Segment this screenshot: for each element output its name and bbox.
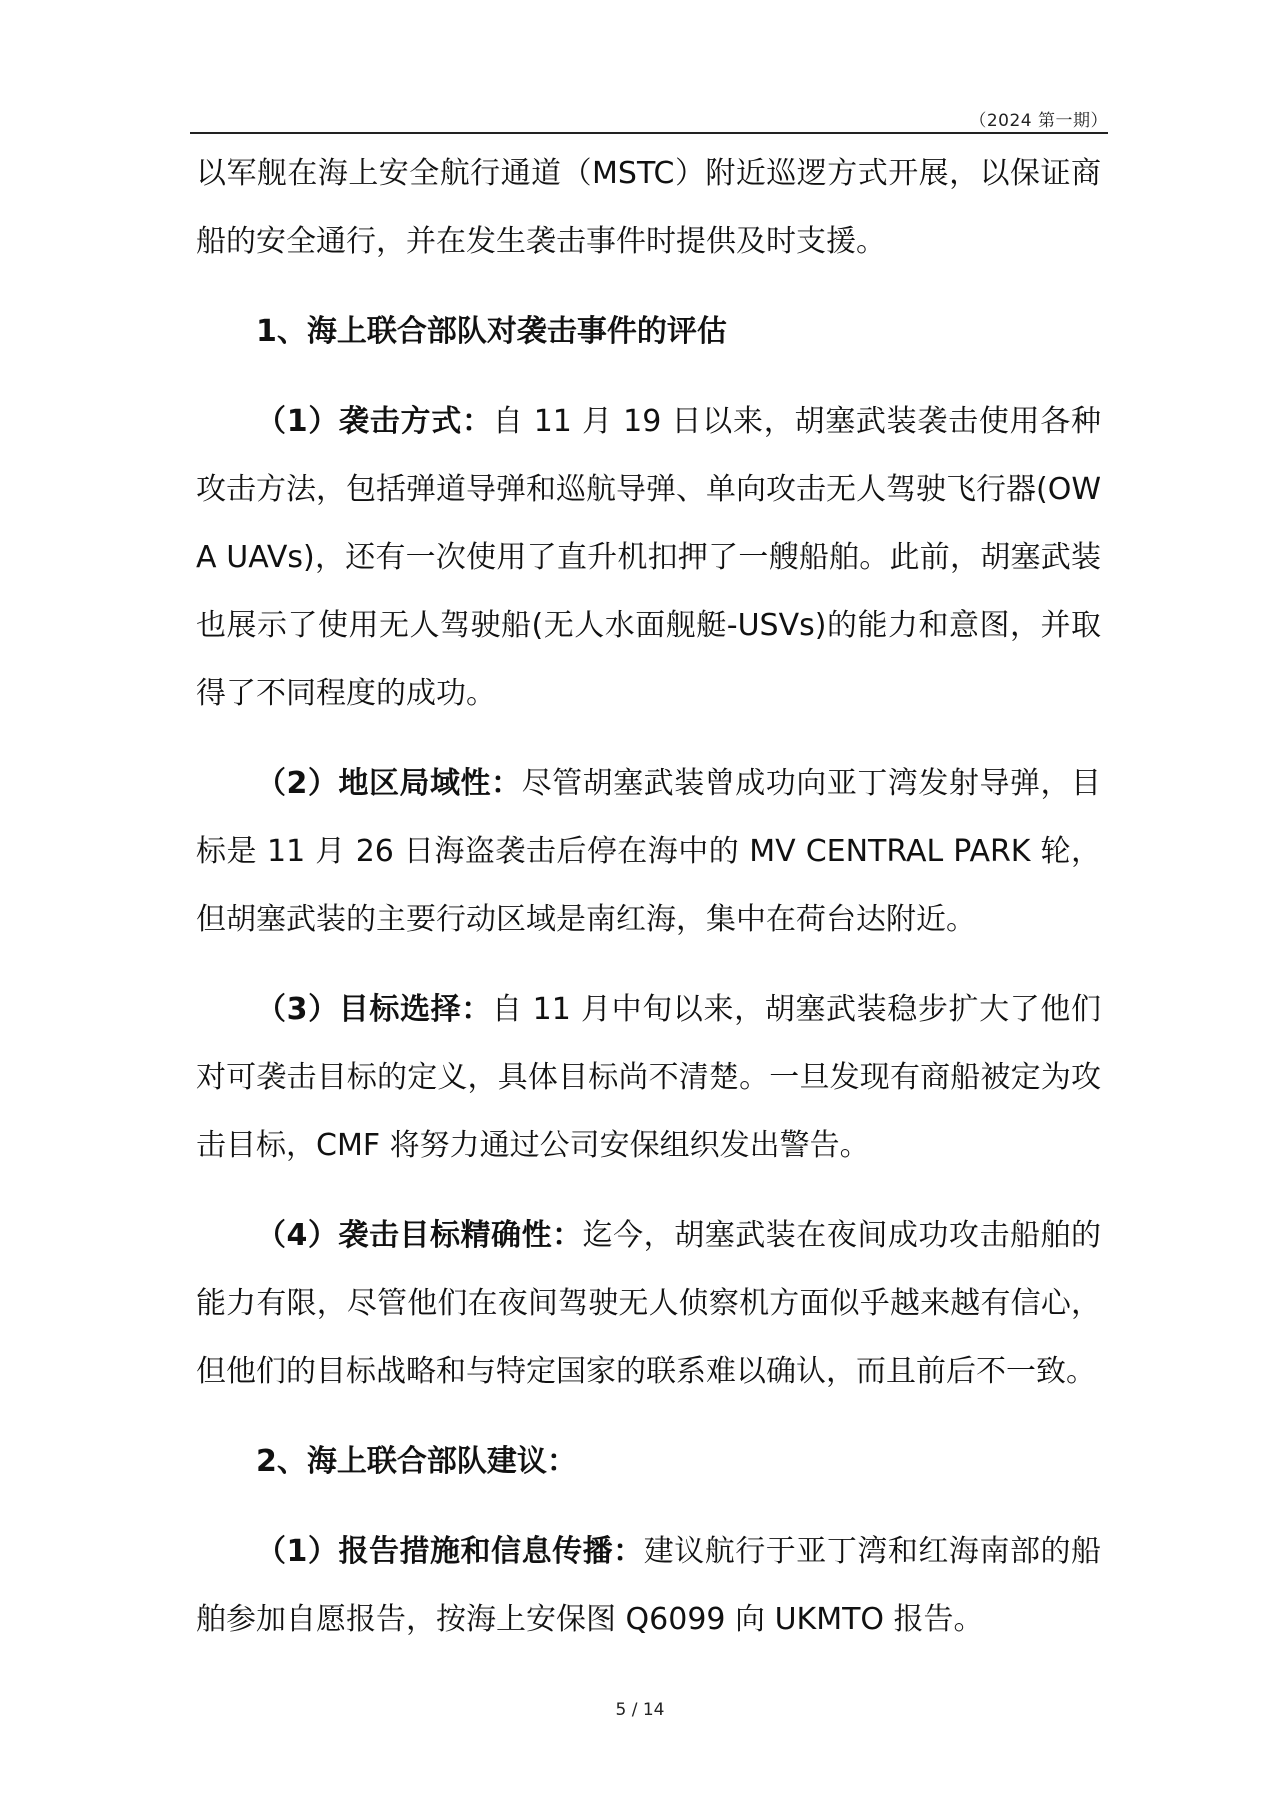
paragraph-attack-methods [196,388,1101,728]
header-divider [190,132,1108,134]
paragraph-targeting-precision [196,1202,1101,1406]
paragraph-lead: （1）报告措施和信息传播： [256,1534,644,1569]
paragraph-reporting-measures [196,1518,1101,1654]
paragraph-text: 尽管胡塞武装曾成功向亚丁湾发射导弹，目标是 11 月 26 日海盗袭击后停在海中的 MV CENTRAL PARK 轮，但胡塞武装的主要行动区域是南红海，集中在荷台达附近。 [196,766,1102,937]
page-number: 5 / 14 [615,1700,665,1720]
section-heading-recommendations [196,1428,1101,1496]
heading-text: 2、海上联合部队建议： [256,1444,577,1479]
paragraph-regional-scope [196,750,1101,954]
paragraph-text: 以军舰在海上安全航行通道（MSTC）附近巡逻方式开展，以保证商船的安全通行，并在发生袭击事件时提供及时支援。 [196,156,1101,259]
paragraph-lead: （3）目标选择： [256,992,492,1027]
document-body [196,140,1101,1654]
paragraph-lead: （2）地区局域性： [256,766,522,801]
heading-text: 1、海上联合部队对袭击事件的评估 [256,314,727,349]
paragraph-continuation [196,140,1101,276]
section-heading-assessment [196,298,1101,366]
paragraph-target-selection [196,976,1101,1180]
issue-label: （2024 第一期） [969,111,1108,131]
paragraph-text: 迄今，胡塞武装在夜间成功攻击船舶的能力有限，尽管他们在夜间驾驶无人侦察机方面似乎越来越有信心，但他们的目标战略和与特定国家的联系难以确认，而且前后不一致。 [196,1218,1102,1389]
paragraph-lead: （1）袭击方式： [256,404,493,439]
paragraph-text: 建议航行于亚丁湾和红海南部的船舶参加自愿报告，按海上安保图 Q6099 向 UKMTO 报告。 [196,1534,1102,1637]
paragraph-lead: （4）袭击目标精确性： [256,1218,583,1253]
paragraph-text: 自 11 月 19 日以来，胡塞武装袭击使用各种攻击方法，包括弹道导弹和巡航导弹、单向攻击无人驾驶飞行器(OWA UAVs)，还有一次使用了直升机扣押了一艘船舶。此前，胡塞武装也展示了使用无人驾驶船(无人水面舰艇-USVs)的能力和意图，并取得了不同程度的成功。 [196,404,1102,711]
paragraph-text: 自 11 月中旬以来，胡塞武装稳步扩大了他们对可袭击目标的定义，具体目标尚不清楚。一旦发现有商船被定为攻击目标，CMF 将努力通过公司安保组织发出警告。 [196,992,1101,1163]
